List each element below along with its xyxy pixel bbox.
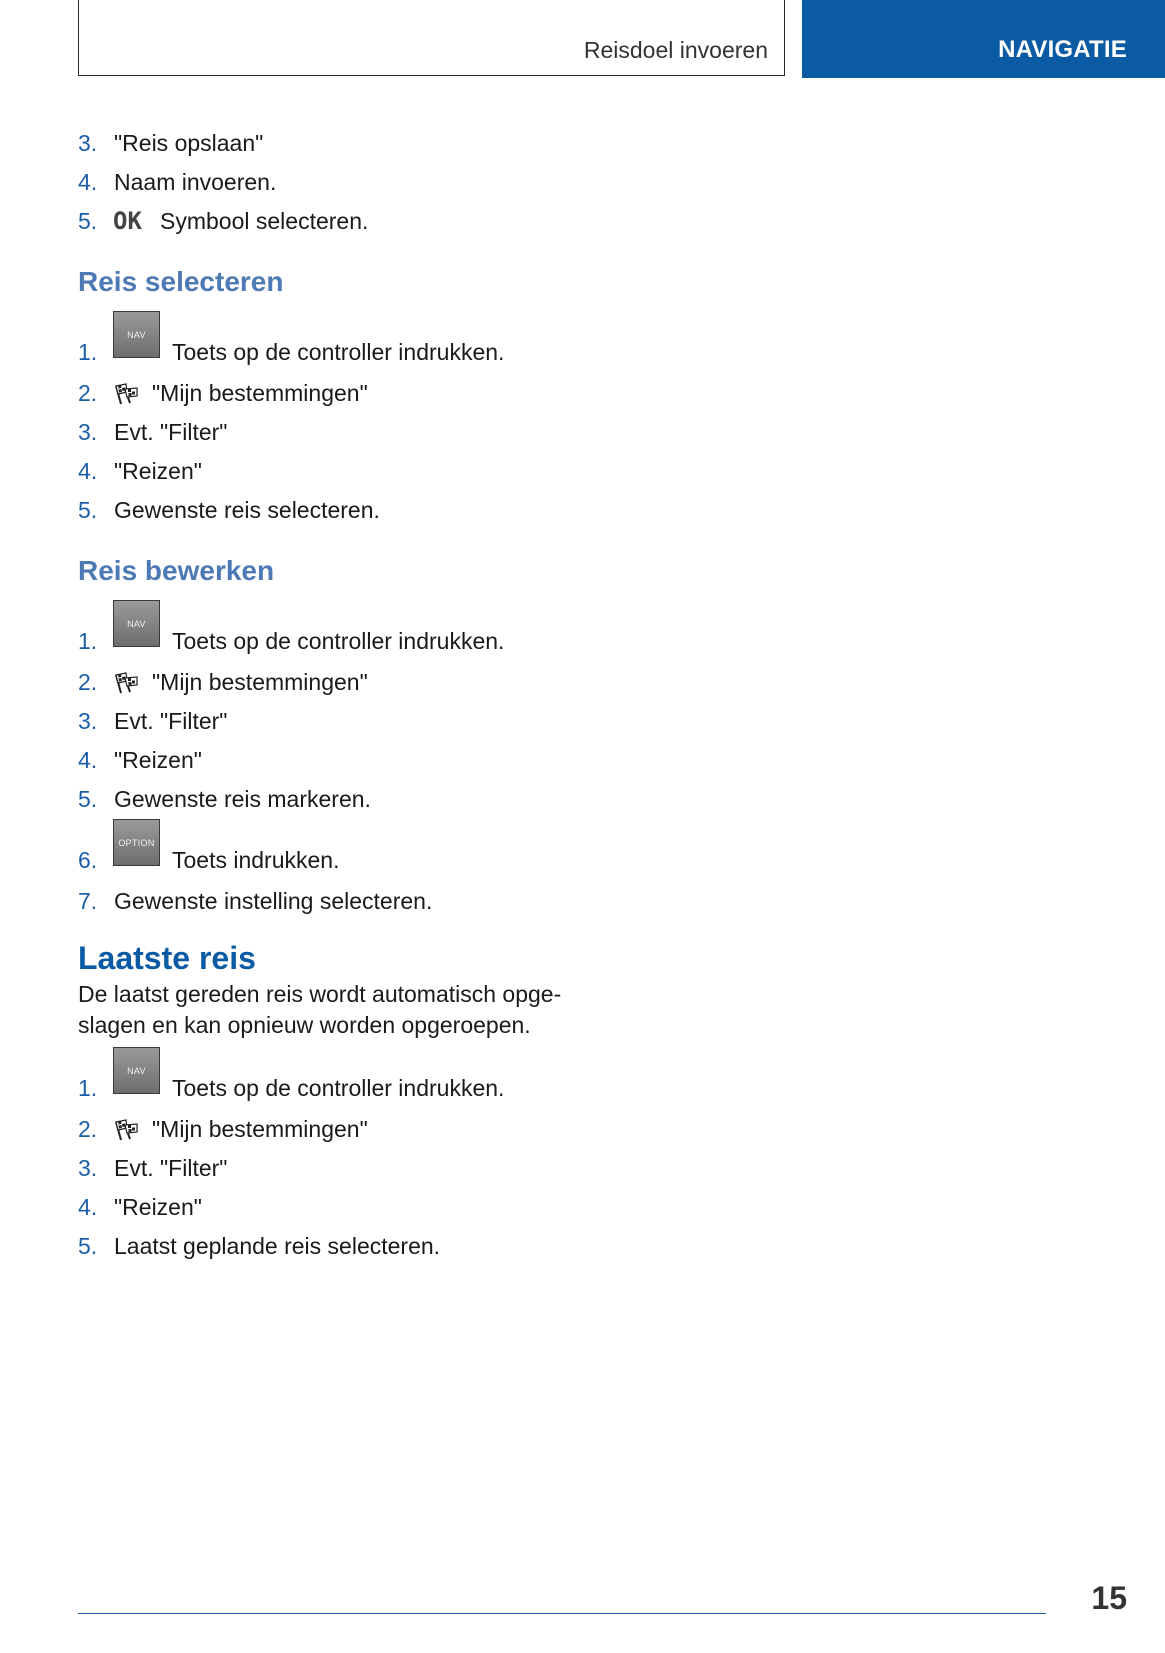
list-item <box>78 1149 638 1188</box>
page-number: 15 <box>1091 1580 1127 1616</box>
list-item <box>78 374 638 413</box>
step-number: 4. <box>78 1194 98 1220</box>
section-paragraph <box>78 979 598 1041</box>
step-number: 5. <box>78 208 98 234</box>
step-number: 3. <box>78 419 98 445</box>
step-text: "Mijn bestemmingen" <box>152 1116 368 1142</box>
list-item <box>78 1188 638 1227</box>
step-text: Laatst geplande reis selecteren. <box>114 1233 441 1259</box>
step-text: Gewenste instelling selecteren. <box>114 888 433 914</box>
checkered-flag-icon <box>113 383 139 405</box>
list-item <box>78 311 638 374</box>
step-number: 4. <box>78 169 98 195</box>
step-text: "Reis opslaan" <box>114 130 264 156</box>
step-text: Evt. "Filter" <box>114 1155 228 1181</box>
step-text: "Mijn bestemmingen" <box>152 669 368 695</box>
list-item <box>78 741 638 780</box>
step-text: Evt. "Filter" <box>114 708 228 734</box>
step-text: Toets op de controller indrukken. <box>172 628 505 654</box>
list-item <box>78 124 638 163</box>
step-text: "Mijn bestemmingen" <box>152 380 368 406</box>
step-text: "Reizen" <box>114 458 202 484</box>
step-number: 3. <box>78 1155 98 1181</box>
paragraph-line: De laatst gereden reis wordt automatisch opge- <box>78 981 562 1007</box>
step-number: 3. <box>78 130 98 156</box>
step-text: "Reizen" <box>114 1194 202 1220</box>
list-item <box>78 1110 638 1149</box>
chapter-tab <box>802 0 1165 78</box>
chapter-tab-label: NAVIGATIE <box>998 36 1127 63</box>
step-text: "Reizen" <box>114 747 202 773</box>
list-item <box>78 663 638 702</box>
step-number: 1. <box>78 339 98 365</box>
step-number: 2. <box>78 669 98 695</box>
step-number: 1. <box>78 1075 98 1101</box>
step-text: Gewenste reis markeren. <box>114 786 371 812</box>
option-key-icon: OPTION <box>113 819 160 866</box>
section-heading-laatste-reis: Laatste reis <box>78 940 256 976</box>
nav-key-icon: NAV <box>113 311 160 358</box>
step-number: 5. <box>78 497 98 523</box>
step-number: 2. <box>78 1116 98 1142</box>
step-text: Toets indrukken. <box>172 847 340 873</box>
step-text: Evt. "Filter" <box>114 419 228 445</box>
nav-key-icon: NAV <box>113 600 160 647</box>
list-item <box>78 491 638 530</box>
list-item <box>78 600 638 663</box>
list-item <box>78 702 638 741</box>
step-text: Toets op de controller indrukken. <box>172 339 505 365</box>
list-item <box>78 163 638 202</box>
step-text: Gewenste reis selecteren. <box>114 497 380 523</box>
step-number: 2. <box>78 380 98 406</box>
checkered-flag-icon <box>113 1119 139 1141</box>
section-heading-reis-bewerken: Reis bewerken <box>78 555 275 586</box>
list-item <box>78 413 638 452</box>
nav-key-icon: NAV <box>113 1047 160 1094</box>
step-text: Symbool selecteren. <box>160 208 369 234</box>
step-number: 7. <box>78 888 98 914</box>
list-item <box>78 882 638 921</box>
ok-icon: OK <box>113 207 142 235</box>
list-item <box>78 819 638 882</box>
step-number: 5. <box>78 1233 98 1259</box>
step-number: 4. <box>78 747 98 773</box>
checkered-flag-icon <box>113 672 139 694</box>
step-number: 3. <box>78 708 98 734</box>
step-text: Naam invoeren. <box>114 169 277 195</box>
step-number: 1. <box>78 628 98 654</box>
paragraph-line: slagen en kan opnieuw worden opgeroepen. <box>78 1012 531 1038</box>
list-item <box>78 1047 638 1110</box>
step-number: 4. <box>78 458 98 484</box>
header-section-title: Reisdoel invoeren <box>583 37 768 63</box>
footer-divider <box>78 1613 1046 1614</box>
page-content <box>78 124 638 1266</box>
step-number: 5. <box>78 786 98 812</box>
step-text: Toets op de controller indrukken. <box>172 1075 505 1101</box>
list-item <box>78 780 638 819</box>
list-item <box>78 1227 638 1266</box>
list-item <box>78 452 638 491</box>
step-number: 6. <box>78 847 98 873</box>
list-item <box>78 202 638 241</box>
header-section-box <box>78 0 785 76</box>
section-heading-reis-selecteren: Reis selecteren <box>78 266 284 297</box>
